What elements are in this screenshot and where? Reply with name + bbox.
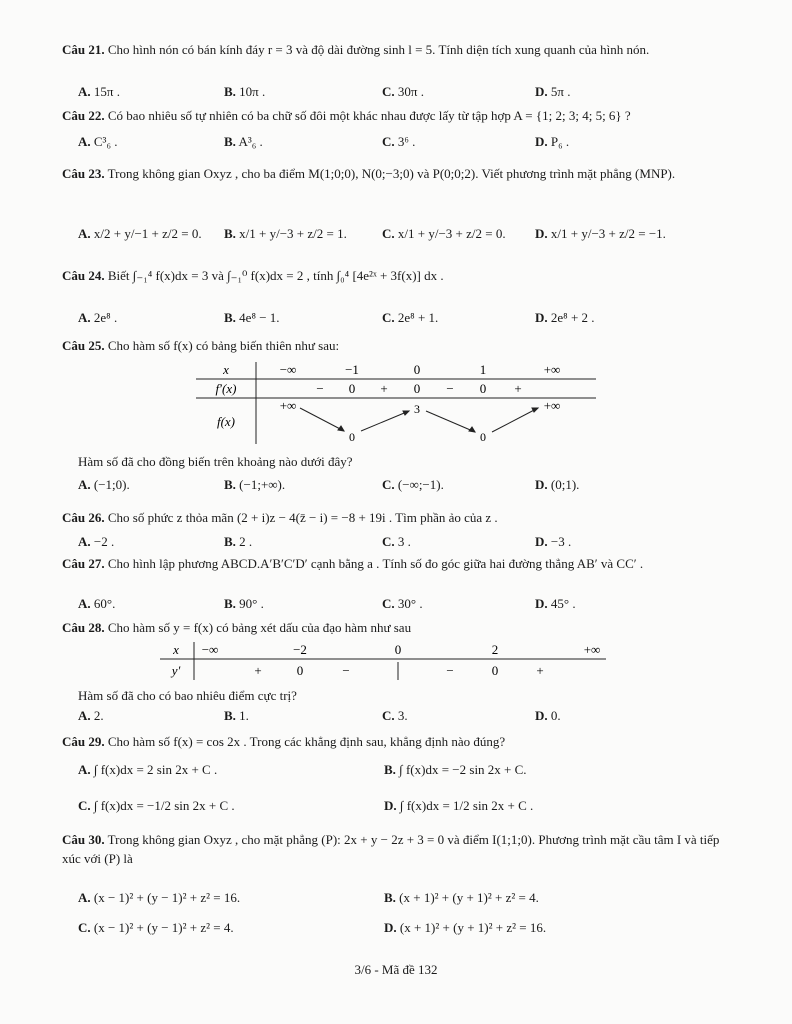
x-value: −1 [345, 362, 359, 377]
options-28 [78, 708, 718, 728]
option-b: B. (x + 1)² + (y + 1)² + z² = 4. [384, 890, 539, 905]
x-value: 0 [394, 642, 402, 657]
sign-table [160, 640, 610, 684]
options-25 [78, 477, 718, 497]
option-a: A. 2e⁸ . [78, 310, 118, 325]
option-c: C. 30° . [382, 596, 423, 611]
option-c: C. 30π . [382, 84, 424, 99]
options-23 [78, 226, 718, 246]
question-number: Câu 28. [62, 620, 105, 635]
question-25 [62, 336, 722, 355]
options-29-row1 [78, 762, 718, 782]
question-text: Trong không gian Oxyz , cho mặt phẳng (P): 2x + y − 2z + 3 = 0 và điểm I(1;1;0). Phương trình mặt cầu tâm I và tiếp xúc với (P) là [62, 832, 720, 866]
option-a: A. (−1;0). [78, 477, 130, 492]
question-26 [62, 508, 722, 527]
option-b: B. A³₆ . [224, 134, 263, 149]
sign: + [536, 663, 544, 678]
options-24 [78, 310, 718, 330]
option-d: D. (x + 1)² + (y + 1)² + z² = 16. [384, 920, 547, 935]
option-d: D. 0. [535, 708, 561, 723]
question-28-prompt: Hàm số đã cho có bao nhiêu điểm cực trị? [78, 688, 297, 703]
f-value: +∞ [279, 398, 297, 413]
option-c: C. 3⁶ . [382, 134, 416, 149]
option-d: D. P₆ . [535, 134, 570, 149]
options-30-row1 [78, 890, 718, 910]
question-29 [62, 732, 722, 751]
option-d: D. (0;1). [535, 477, 580, 492]
option-d: D. 5π . [535, 84, 571, 99]
option-b: B. (−1;+∞). [224, 477, 286, 492]
sign: − [342, 663, 350, 678]
option-b: B. 10π . [224, 84, 266, 99]
question-number: Câu 30. [62, 832, 105, 847]
question-25-prompt: Hàm số đã cho đồng biến trên khoảng nào dưới đây? [78, 454, 353, 469]
question-number: Câu 22. [62, 108, 105, 123]
option-a: A. −2 . [78, 534, 115, 549]
sign: + [514, 381, 522, 396]
options-27 [78, 596, 718, 616]
option-a: A. C³₆ . [78, 134, 118, 149]
sign: 0 [296, 663, 304, 678]
question-28 [62, 618, 722, 637]
question-number: Câu 27. [62, 556, 105, 571]
option-b: B. 1. [224, 708, 249, 723]
row-label-x: x [173, 642, 179, 657]
question-text: Cho hàm số f(x) = cos 2x . Trong các khẳng định sau, khẳng định nào đúng? [107, 734, 506, 749]
question-text: Cho hàm số f(x) có bảng biến thiên như sau: [107, 338, 340, 353]
question-30 [62, 830, 722, 868]
option-b: B. 4e⁸ − 1. [224, 310, 280, 325]
question-21 [62, 40, 722, 59]
option-b: B. 90° . [224, 596, 264, 611]
question-text: Cho hàm số y = f(x) có bảng xét dấu của đạo hàm như sau [107, 620, 412, 635]
question-text: Có bao nhiêu số tự nhiên có ba chữ số đôi một khác nhau được lấy từ tập hợp A = {1; 2; 3; 4; 5; 6} ? [107, 108, 631, 123]
sign: − [446, 381, 454, 396]
page-footer: 3/6 - Mã đề 132 [354, 962, 438, 977]
options-29-row2 [78, 798, 718, 818]
option-d: D. −3 . [535, 534, 572, 549]
option-a: A. ∫ f(x)dx = 2 sin 2x + C . [78, 762, 218, 777]
option-c: C. 2e⁸ + 1. [382, 310, 439, 325]
question-text: Trong không gian Oxyz , cho ba điểm M(1;0;0), N(0;−3;0) và P(0;0;2). Viết phương trình mặt phẳng (MNP). [107, 166, 676, 181]
option-b: B. x/1 + y/−3 + z/2 = 1. [224, 226, 347, 241]
option-d: D. x/1 + y/−3 + z/2 = −1. [535, 226, 666, 241]
x-value: 1 [479, 362, 487, 377]
sign: 0 [348, 381, 356, 396]
option-a: A. 60°. [78, 596, 116, 611]
option-c: C. ∫ f(x)dx = −1/2 sin 2x + C . [78, 798, 235, 813]
option-a: A. x/2 + y/−1 + z/2 = 0. [78, 226, 202, 241]
option-a: A. (x − 1)² + (y − 1)² + z² = 16. [78, 890, 241, 905]
question-number: Câu 26. [62, 510, 105, 525]
f-value: 0 [480, 430, 486, 444]
question-number: Câu 29. [62, 734, 105, 749]
option-a: A. 15π . [78, 84, 120, 99]
x-value: 2 [491, 642, 499, 657]
variation-table [196, 360, 606, 446]
row-label-f: f(x) [216, 414, 236, 429]
x-value: −∞ [201, 642, 219, 657]
question-24 [62, 266, 722, 285]
sign: − [446, 663, 454, 678]
x-value: −∞ [279, 362, 297, 377]
option-b: B. ∫ f(x)dx = −2 sin 2x + C. [384, 762, 527, 777]
options-21 [78, 84, 718, 104]
row-label-x: x [223, 362, 229, 377]
question-text: Cho hình nón có bán kính đáy r = 3 và độ dài đường sinh l = 5. Tính diện tích xung quanh của hình nón. [107, 42, 650, 57]
sign: 0 [479, 381, 487, 396]
x-value: +∞ [583, 642, 601, 657]
option-d: D. ∫ f(x)dx = 1/2 sin 2x + C . [384, 798, 534, 813]
option-c: C. (x − 1)² + (y − 1)² + z² = 4. [78, 920, 234, 935]
option-a: A. 2. [78, 708, 104, 723]
sign: + [380, 381, 388, 396]
question-number: Câu 24. [62, 268, 105, 283]
option-d: D. 2e⁸ + 2 . [535, 310, 595, 325]
question-text: Cho hình lập phương ABCD.A′B′C′D′ cạnh bằng a . Tính số đo góc giữa hai đường thẳng AB′ và CC′ . [107, 556, 644, 571]
f-value: 0 [349, 430, 355, 444]
x-value: 0 [413, 362, 421, 377]
question-text: Biết ∫₋₁⁴ f(x)dx = 3 và ∫₋₁⁰ f(x)dx = 2 , tính ∫₀⁴ [4e²ˣ + 3f(x)] dx . [107, 268, 444, 283]
question-text: Cho số phức z thỏa mãn (2 + i)z − 4(z̄ − i) = −8 + 19i . Tìm phần ảo của z . [107, 510, 498, 525]
option-c: C. (−∞;−1). [382, 477, 444, 492]
f-value: +∞ [543, 398, 561, 413]
sign: 0 [413, 381, 421, 396]
options-26 [78, 534, 718, 554]
question-27 [62, 554, 722, 573]
row-label-fprime: f′(x) [215, 381, 237, 396]
option-c: C. 3 . [382, 534, 411, 549]
x-value: +∞ [543, 362, 561, 377]
question-23 [62, 164, 722, 183]
sign: 0 [491, 663, 499, 678]
question-22 [62, 106, 722, 125]
options-30-row2 [78, 920, 718, 940]
option-c: C. x/1 + y/−3 + z/2 = 0. [382, 226, 506, 241]
option-b: B. 2 . [224, 534, 253, 549]
options-22 [78, 134, 718, 154]
sign: + [254, 663, 262, 678]
f-value: 3 [414, 402, 420, 416]
question-number: Câu 23. [62, 166, 105, 181]
question-number: Câu 21. [62, 42, 105, 57]
option-c: C. 3. [382, 708, 408, 723]
row-label-yprime: y′ [171, 663, 181, 678]
sign: − [316, 381, 324, 396]
question-number: Câu 25. [62, 338, 105, 353]
x-value: −2 [293, 642, 307, 657]
option-d: D. 45° . [535, 596, 576, 611]
